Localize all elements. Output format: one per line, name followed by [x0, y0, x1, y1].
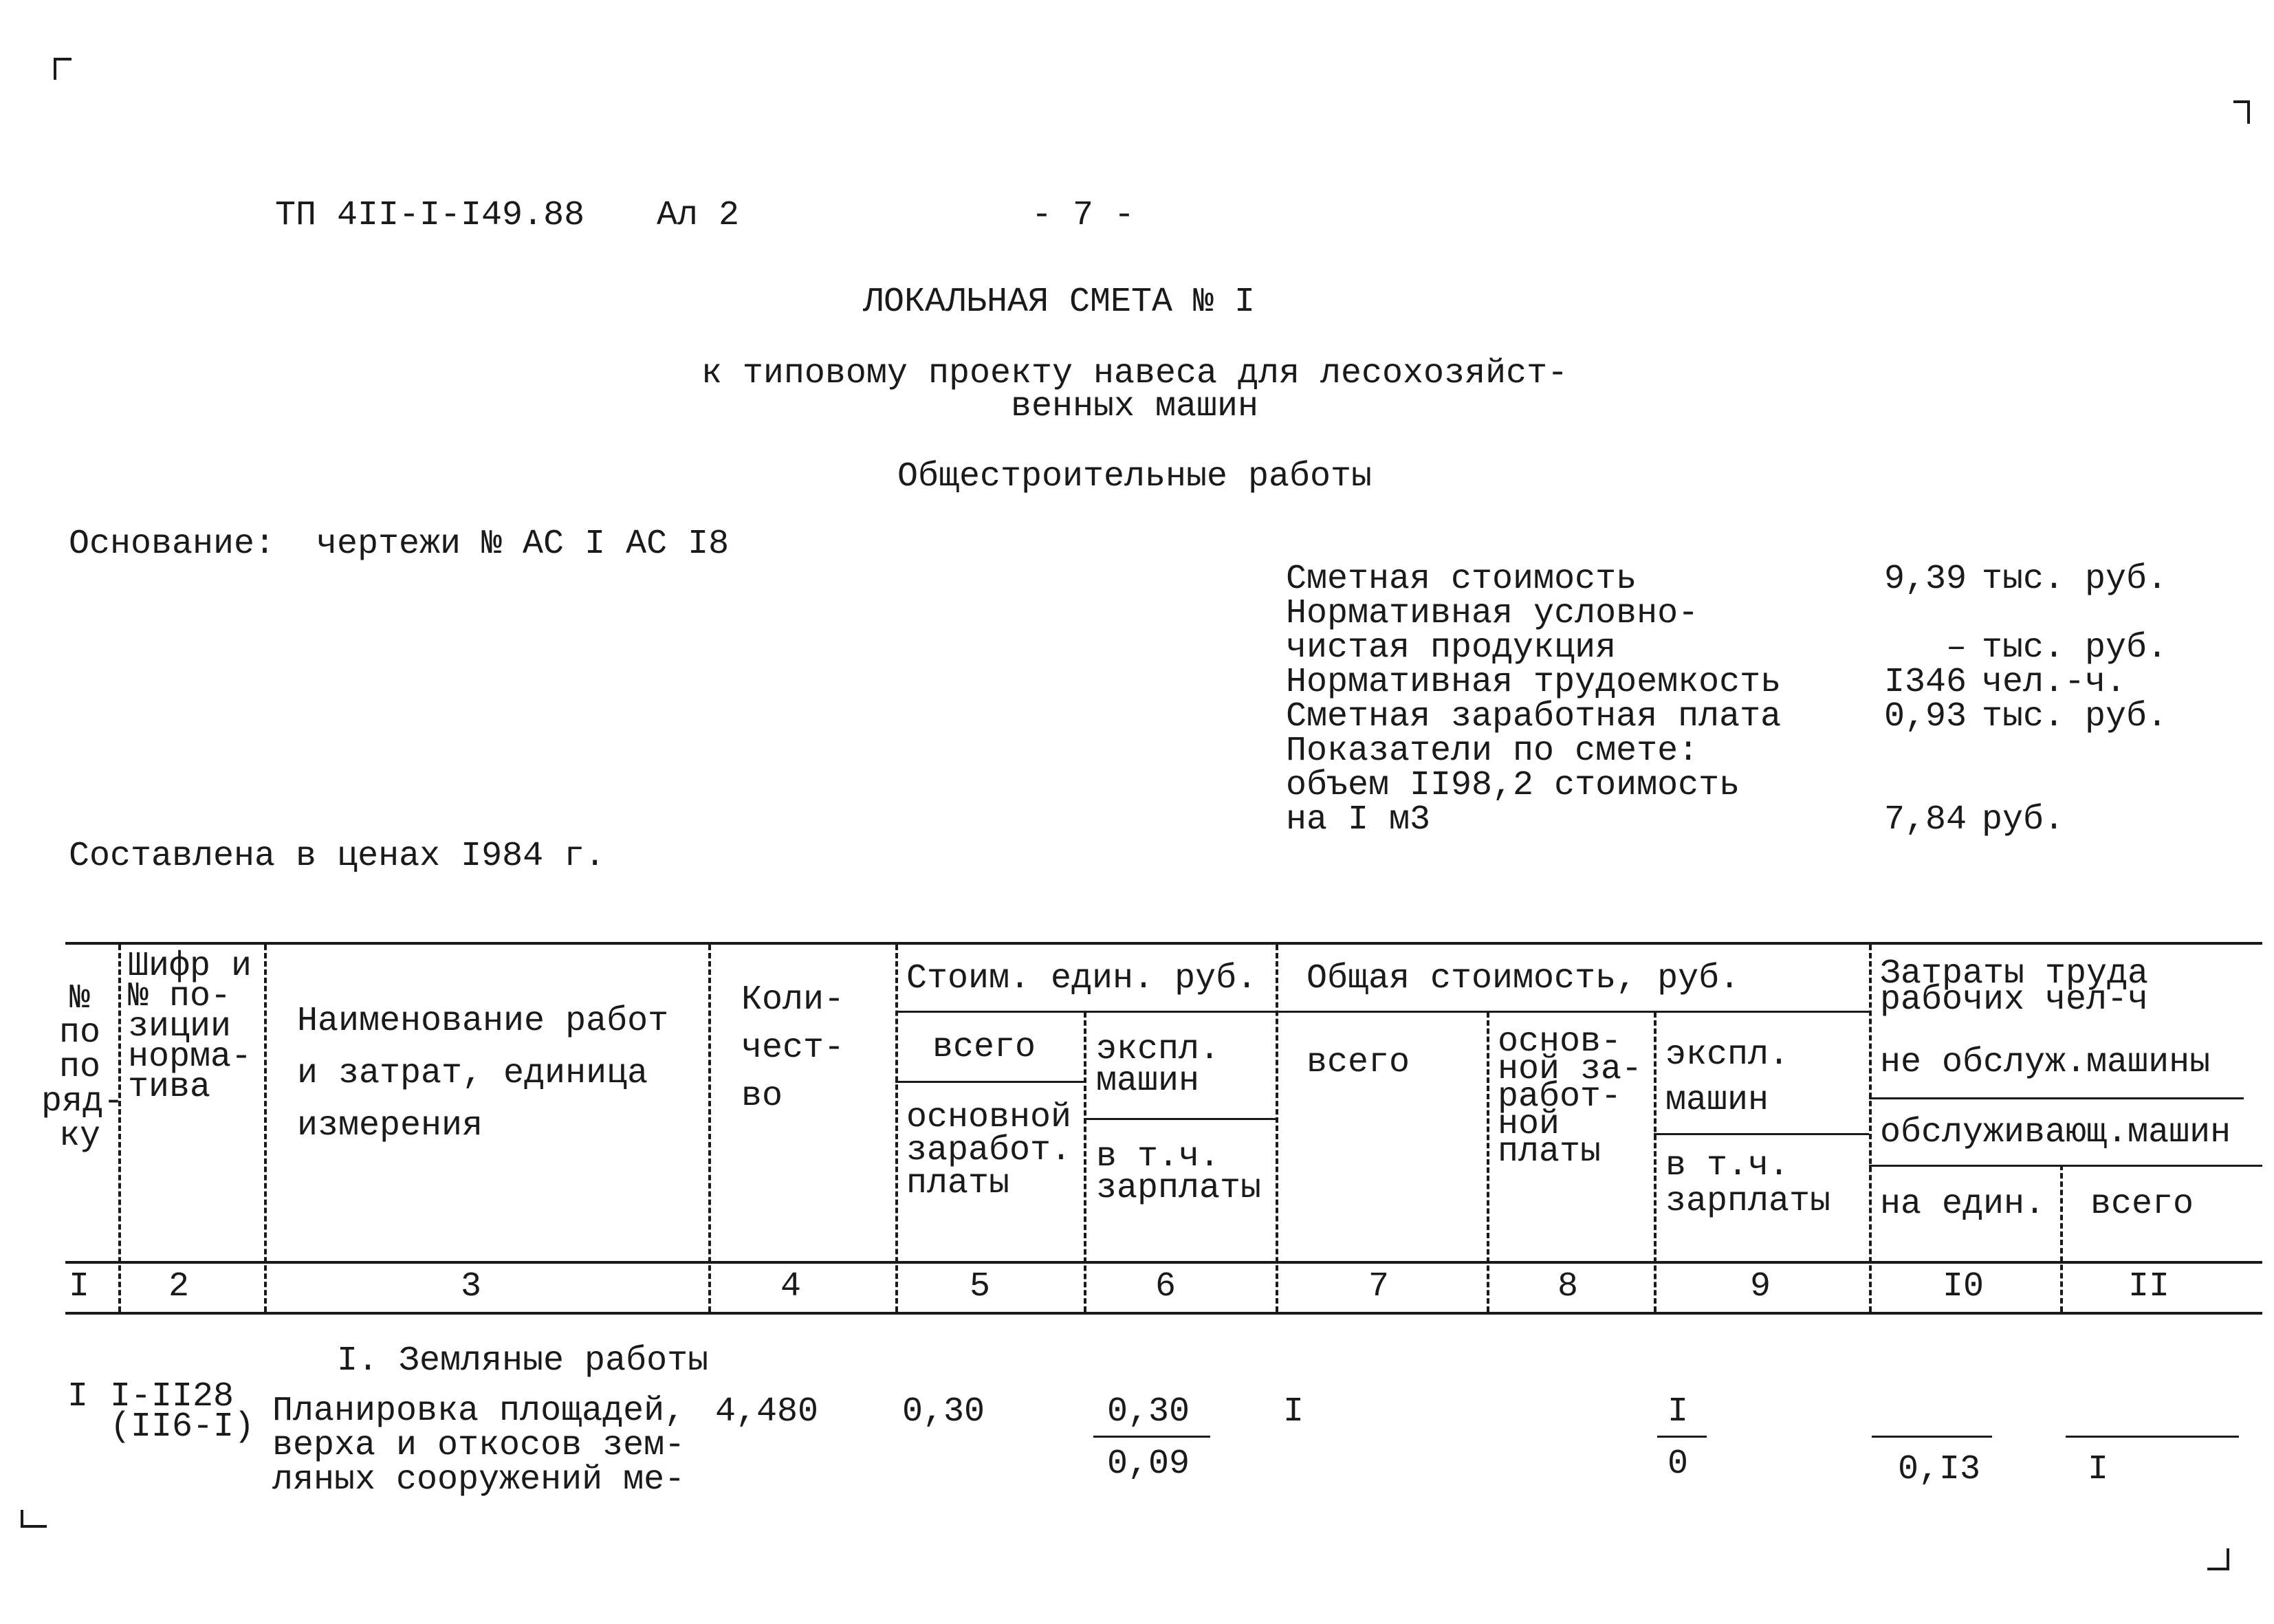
- summary-unit: тыс. руб.: [1982, 628, 2168, 668]
- section-title: Общестроительные работы: [897, 457, 1373, 496]
- header-row-number: № по по ряд- ку: [41, 979, 124, 1156]
- subheader-rule-unit-mach: [1084, 1118, 1276, 1120]
- cell-norm-code: I-II28: [110, 1377, 234, 1416]
- table-colnum-bottom-rule: [65, 1312, 2262, 1315]
- summary-row-estimated-cost: [1286, 562, 2167, 597]
- labor-unit-rule: [1872, 1436, 1992, 1438]
- cell-unit-total: 0,30: [902, 1392, 985, 1431]
- corner-mark-top-left: [54, 58, 72, 80]
- subheader-rule-unit-cost: [895, 1011, 1276, 1013]
- header-total-cost: Общая стоимость, руб.: [1307, 959, 1740, 998]
- album-number: Ал 2: [657, 196, 740, 235]
- summary-row-indicators: [1286, 734, 2167, 769]
- col-separator: [1487, 1012, 1489, 1312]
- cell-total-machine-wage: 0: [1667, 1445, 1688, 1484]
- col-separator: [1276, 945, 1278, 1312]
- header-total-wage: основ- ной за- работ- ной платы: [1498, 1022, 1643, 1172]
- summary-unit: тыс. руб.: [1982, 560, 2168, 599]
- col-separator: [118, 945, 121, 1312]
- page-number: - 7 -: [1031, 196, 1135, 235]
- column-number: 9: [1749, 1267, 1771, 1306]
- header-unit-machines: экспл. машин: [1096, 1030, 1221, 1101]
- column-number: 5: [969, 1267, 990, 1306]
- cell-labor-total: I: [2088, 1450, 2109, 1489]
- header-work-name: Наименование работ и затрат, единица измерения: [297, 1002, 669, 1145]
- summary-value: 7,84: [1883, 800, 1967, 840]
- corner-mark-bottom-left: [21, 1510, 47, 1528]
- header-total-all: всего: [1307, 1043, 1410, 1082]
- table-top-rule: [65, 942, 2262, 945]
- summary-label: на I м3: [1286, 800, 1431, 840]
- column-number: 7: [1368, 1267, 1389, 1306]
- cell-labor-per-unit: 0,I3: [1897, 1450, 1981, 1489]
- header-unit-cost: Стоим. един. руб.: [906, 959, 1258, 998]
- header-unit-wage: основной заработ. платы: [906, 1098, 1072, 1203]
- fraction-bar: [1657, 1436, 1707, 1438]
- summary-unit: руб.: [1982, 800, 2065, 840]
- summary-label: чистая продукция: [1286, 628, 1617, 668]
- col-separator: [1084, 1012, 1086, 1312]
- col-separator: [895, 945, 898, 1312]
- col-separator: [2060, 1165, 2063, 1312]
- summary-label: Сметная заработная плата: [1286, 697, 1782, 736]
- column-number: 3: [460, 1267, 481, 1306]
- basis-value: чертежи № АС I АС I8: [316, 525, 730, 564]
- cell-unit-machine-wage: 0,09: [1106, 1445, 1190, 1484]
- header-norm-code: Шифр и № по- зиции норма- тива: [128, 947, 252, 1107]
- estimate-title: ЛОКАЛЬНАЯ СМЕТА № I: [862, 283, 1256, 322]
- summary-value: [1857, 597, 1982, 631]
- subheader-rule-total-mach: [1654, 1133, 1869, 1135]
- summary-row-wages: [1286, 697, 2168, 736]
- subheader-rule-total-cost: [1276, 1011, 1869, 1013]
- header-labor-per-unit: на един.: [1880, 1185, 2046, 1224]
- col-separator: [1654, 1012, 1657, 1312]
- cell-row-number: I: [67, 1377, 89, 1416]
- column-number: I0: [1942, 1267, 1984, 1306]
- corner-mark-bottom-right: [2207, 1548, 2229, 1570]
- header-labor-total: всего: [2090, 1185, 2194, 1224]
- estimate-summary: [1286, 560, 2168, 840]
- summary-value: [1857, 769, 1982, 803]
- header-quantity: Коли- чест- во: [741, 980, 845, 1116]
- summary-label: объем II98,2 стоимость: [1286, 766, 1740, 805]
- summary-value: 9,39: [1883, 560, 1967, 599]
- summary-row-labor-intensity: [1286, 663, 2167, 702]
- header-labor-costs: Затраты труда рабочих чел-ч: [1880, 954, 2149, 1020]
- basis-label: Основание:: [69, 525, 276, 564]
- summary-row-normative-1: [1286, 594, 2167, 633]
- subheader-rule-unit-wage: [895, 1081, 1084, 1083]
- summary-unit: тыс. руб.: [1982, 697, 2168, 736]
- column-number: 2: [168, 1267, 189, 1306]
- summary-label: Нормативная условно-: [1286, 594, 1699, 633]
- summary-label: Нормативная трудоемкость: [1286, 663, 1782, 702]
- summary-label: Показатели по смете:: [1286, 732, 1699, 771]
- subtitle-line-2: венных машин: [1010, 387, 1259, 426]
- cell-total-all: I: [1283, 1392, 1304, 1431]
- column-number: 6: [1155, 1267, 1176, 1306]
- prices-note: Составлена в ценах I984 г.: [69, 837, 606, 876]
- summary-value: –: [1945, 628, 1967, 668]
- summary-value: 0,93: [1883, 697, 1967, 736]
- subtitle-line-1: к типовому проекту навеса для лесохозяйст-: [701, 354, 1568, 393]
- col-separator: [708, 945, 711, 1312]
- col-separator: [1869, 945, 1872, 1312]
- cell-unit-machines: 0,30: [1106, 1392, 1190, 1431]
- document-code: ТП 4II-I-I49.88: [275, 196, 585, 235]
- summary-row-net-product: [1286, 628, 2168, 668]
- section-earthworks-title: I. Земляные работы: [337, 1341, 709, 1381]
- summary-value: I346: [1883, 663, 1967, 702]
- header-total-machines: экспл. машин: [1665, 1035, 1790, 1120]
- fraction-bar: [1093, 1436, 1210, 1438]
- labor-total-rule: [2066, 1436, 2239, 1438]
- header-total-machine-wage: в т.ч. зарплаты: [1665, 1146, 1831, 1221]
- summary-row-volume: [1286, 766, 2167, 805]
- corner-mark-top-right: [2233, 100, 2250, 124]
- summary-label: Сметная стоимость: [1286, 560, 1637, 599]
- column-number: 8: [1557, 1267, 1578, 1306]
- header-unit-total: всего: [932, 1028, 1036, 1067]
- column-number: II: [2128, 1267, 2169, 1306]
- cell-work-name: Планировка площадей, верха и откосов зем- ляных сооружений ме-: [272, 1392, 686, 1500]
- column-number: I: [68, 1267, 89, 1306]
- header-unit-machine-wage: в т.ч. зарплаты: [1096, 1137, 1262, 1208]
- col-separator: [264, 945, 267, 1312]
- header-labor-serving: обслуживающ.машин: [1880, 1113, 2231, 1152]
- header-labor-not-serving: не обслуж.машины: [1880, 1043, 2211, 1082]
- subheader-rule-labor-1: [1869, 1097, 2244, 1099]
- cell-quantity: 4,480: [715, 1392, 819, 1431]
- table-header-bottom-rule: [65, 1261, 2262, 1264]
- column-number: 4: [780, 1267, 801, 1306]
- cell-norm-code-ref: (II6-I): [110, 1407, 255, 1447]
- summary-value: [1857, 734, 1982, 769]
- subheader-rule-labor-2: [1869, 1165, 2262, 1167]
- summary-unit: чел.-ч.: [1982, 663, 2127, 702]
- summary-row-cost-per-m3: [1286, 800, 2167, 840]
- cell-total-machines: I: [1667, 1392, 1688, 1431]
